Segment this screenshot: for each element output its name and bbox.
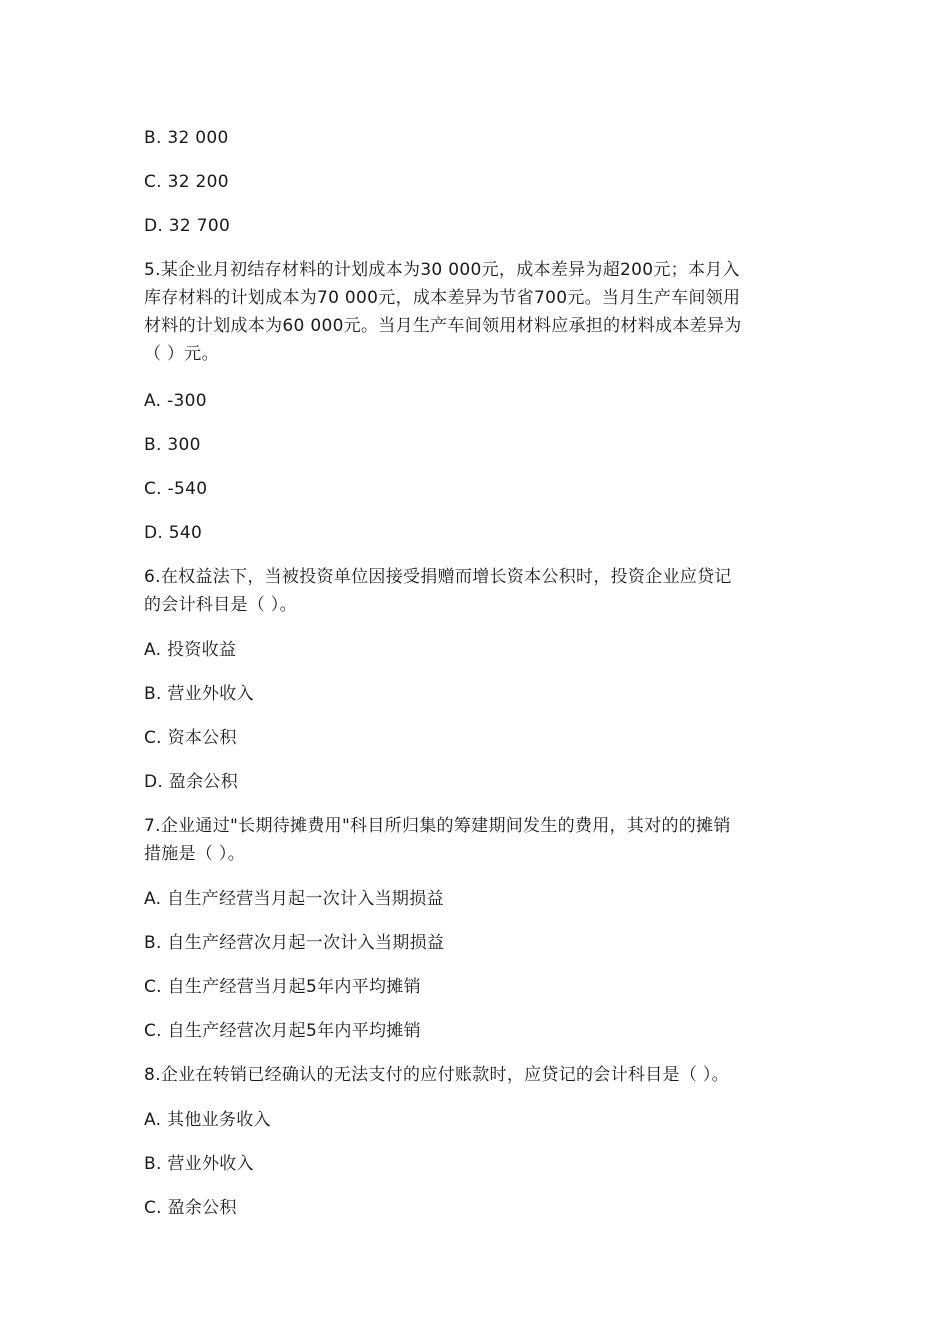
- option-c-q6: C. 资本公积: [144, 728, 237, 748]
- option-a-q8: A. 其他业务收入: [144, 1110, 271, 1130]
- option-c-q7: C. 自生产经营当月起5年内平均摊销: [144, 977, 421, 997]
- option-b-q6: B. 营业外收入: [144, 684, 254, 704]
- question-5-line-3: 材料的计划成本为60 000元。当月生产车间领用材料应承担的材料成本差异为: [144, 316, 742, 336]
- option-c-q8: C. 盈余公积: [144, 1198, 237, 1218]
- question-5-line-4: （ ）元。: [144, 344, 219, 364]
- question-5-line-2: 库存材料的计划成本为70 000元，成本差异为节省700元。当月生产车间领用: [144, 288, 741, 308]
- option-c2-q7: C. 自生产经营次月起5年内平均摊销: [144, 1021, 421, 1041]
- option-b-q8: B. 营业外收入: [144, 1154, 254, 1174]
- question-6-line-2: 的会计科目是（ ）。: [144, 595, 297, 615]
- option-c-q4: C. 32 200: [144, 172, 229, 192]
- option-d-q5: D. 540: [144, 523, 203, 543]
- option-d-q4: D. 32 700: [144, 216, 231, 236]
- option-c-q5: C. -540: [144, 479, 208, 499]
- option-b-q7: B. 自生产经营次月起一次计入当期损益: [144, 933, 445, 953]
- option-b-q4: B. 32 000: [144, 128, 229, 148]
- question-5-line-1: 5.某企业月初结存材料的计划成本为30 000元，成本差异为超200元；本月入: [144, 260, 740, 280]
- question-7-line-2: 措施是（ ）。: [144, 844, 246, 864]
- option-d-q6: D. 盈余公积: [144, 772, 238, 792]
- question-7-line-1: 7.企业通过"长期待摊费用"科目所归集的筹建期间发生的费用，其对的的摊销: [144, 816, 731, 836]
- option-a-q6: A. 投资收益: [144, 640, 237, 660]
- option-a-q7: A. 自生产经营当月起一次计入当期损益: [144, 889, 444, 909]
- question-6-line-1: 6.在权益法下，当被投资单位因接受捐赠而增长资本公积时，投资企业应贷记: [144, 567, 732, 587]
- question-8-line-1: 8.企业在转销已经确认的无法支付的应付账款时，应贷记的会计科目是（ ）。: [144, 1065, 729, 1085]
- option-b-q5: B. 300: [144, 435, 201, 455]
- option-a-q5: A. -300: [144, 391, 207, 411]
